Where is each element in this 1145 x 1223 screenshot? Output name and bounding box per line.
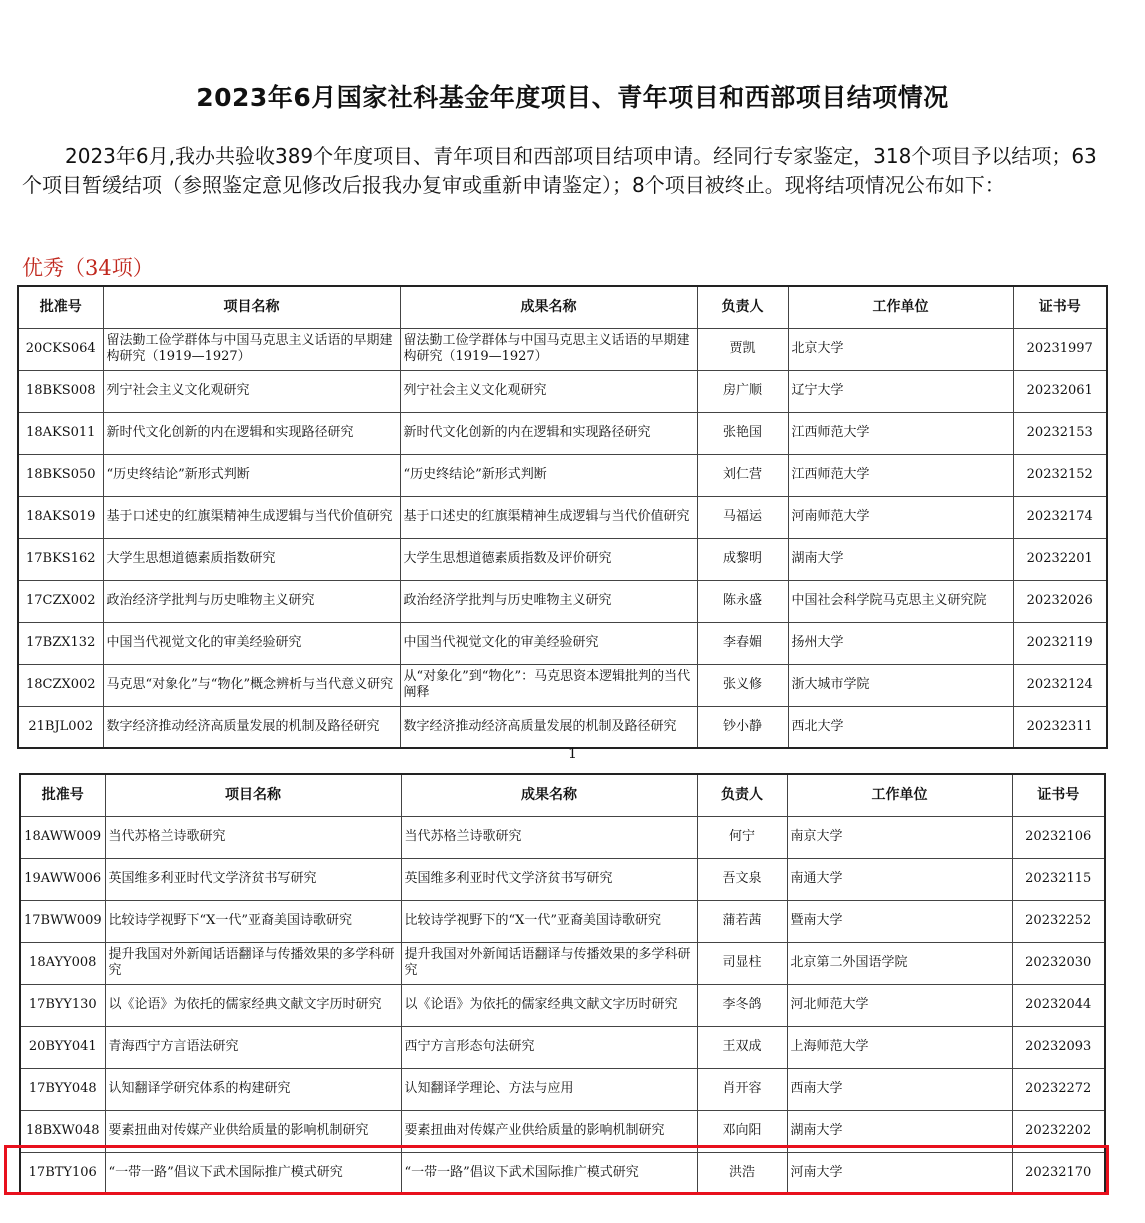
certificate-no-cell: 20232202 [1012, 1110, 1105, 1152]
column-header-project-name: 项目名称 [105, 774, 401, 816]
project-name-cell: 提升我国对外新闻话语翻译与传播效果的多学科研究 [105, 942, 401, 984]
results-table-page-1 [17, 285, 1108, 749]
result-name-cell: 要素扭曲对传媒产业供给质量的影响机制研究 [401, 1110, 697, 1152]
certificate-no-cell: 20232119 [1013, 622, 1107, 664]
principal-cell: 马福运 [697, 496, 788, 538]
result-name-cell: 提升我国对外新闻话语翻译与传播效果的多学科研究 [401, 942, 697, 984]
principal-cell: 王双成 [697, 1026, 787, 1068]
section-heading: 优秀（34项） [22, 256, 154, 280]
table-row [18, 706, 1107, 748]
project-name-cell: 英国维多利亚时代文学济贫书写研究 [105, 858, 401, 900]
project-name-cell: 青海西宁方言语法研究 [105, 1026, 401, 1068]
institution-cell: 南京大学 [787, 816, 1012, 858]
principal-cell: 何宁 [697, 816, 787, 858]
table-header-row [18, 286, 1107, 328]
table-header-row [20, 774, 1105, 816]
table-row [18, 664, 1107, 706]
approval-no-cell: 17BZX132 [18, 622, 103, 664]
project-name-cell: 大学生思想道德素质指数研究 [103, 538, 400, 580]
table-row [20, 858, 1105, 900]
certificate-no-cell: 20232252 [1012, 900, 1105, 942]
column-header-result-name: 成果名称 [401, 774, 697, 816]
principal-cell: 洪浩 [697, 1152, 787, 1194]
project-name-cell: 列宁社会主义文化观研究 [103, 370, 400, 412]
approval-no-cell: 20CKS064 [18, 328, 103, 370]
certificate-no-cell: 20232152 [1013, 454, 1107, 496]
principal-cell: 李冬鸽 [697, 984, 787, 1026]
table-row [18, 412, 1107, 454]
column-header-approval-no: 批准号 [18, 286, 103, 328]
certificate-no-cell: 20232124 [1013, 664, 1107, 706]
result-name-cell: 英国维多利亚时代文学济贫书写研究 [401, 858, 697, 900]
project-name-cell: 新时代文化创新的内在逻辑和实现路径研究 [103, 412, 400, 454]
result-name-cell: 留法勤工俭学群体与中国马克思主义话语的早期建构研究（1919—1927） [400, 328, 697, 370]
table-row [20, 900, 1105, 942]
result-name-cell: 以《论语》为依托的儒家经典文献文字历时研究 [401, 984, 697, 1026]
approval-no-cell: 17BTY106 [20, 1152, 105, 1194]
result-name-cell: 数字经济推动经济高质量发展的机制及路径研究 [400, 706, 697, 748]
principal-cell: 贾凯 [697, 328, 788, 370]
institution-cell: 北京大学 [788, 328, 1013, 370]
result-name-cell: “历史终结论”新形式判断 [400, 454, 697, 496]
result-name-cell: 中国当代视觉文化的审美经验研究 [400, 622, 697, 664]
certificate-no-cell: 20232272 [1012, 1068, 1105, 1110]
column-header-project-name: 项目名称 [103, 286, 400, 328]
institution-cell: 江西师范大学 [788, 454, 1013, 496]
column-header-principal: 负责人 [697, 774, 787, 816]
certificate-no-cell: 20232115 [1012, 858, 1105, 900]
institution-cell: 上海师范大学 [787, 1026, 1012, 1068]
principal-cell: 刘仁营 [697, 454, 788, 496]
table-row [20, 942, 1105, 984]
result-name-cell: 大学生思想道德素质指数及评价研究 [400, 538, 697, 580]
certificate-no-cell: 20232170 [1012, 1152, 1105, 1194]
certificate-no-cell: 20232044 [1012, 984, 1105, 1026]
institution-cell: 浙大城市学院 [788, 664, 1013, 706]
project-name-cell: 留法勤工俭学群体与中国马克思主义话语的早期建构研究（1919—1927） [103, 328, 400, 370]
result-name-cell: 西宁方言形态句法研究 [401, 1026, 697, 1068]
certificate-no-cell: 20232061 [1013, 370, 1107, 412]
certificate-no-cell: 20232106 [1012, 816, 1105, 858]
approval-no-cell: 18BKS050 [18, 454, 103, 496]
column-header-principal: 负责人 [697, 286, 788, 328]
table-row [20, 984, 1105, 1026]
principal-cell: 钞小静 [697, 706, 788, 748]
result-name-cell: 政治经济学批判与历史唯物主义研究 [400, 580, 697, 622]
results-table-page-2 [19, 773, 1106, 1195]
project-name-cell: 要素扭曲对传媒产业供给质量的影响机制研究 [105, 1110, 401, 1152]
approval-no-cell: 18AWW009 [20, 816, 105, 858]
result-name-cell: 列宁社会主义文化观研究 [400, 370, 697, 412]
principal-cell: 吾文泉 [697, 858, 787, 900]
result-name-cell: 认知翻译学理论、方法与应用 [401, 1068, 697, 1110]
column-header-result-name: 成果名称 [400, 286, 697, 328]
result-name-cell: 新时代文化创新的内在逻辑和实现路径研究 [400, 412, 697, 454]
approval-no-cell: 18AKS011 [18, 412, 103, 454]
approval-no-cell: 18CZX002 [18, 664, 103, 706]
result-name-cell: 当代苏格兰诗歌研究 [401, 816, 697, 858]
approval-no-cell: 17BWW009 [20, 900, 105, 942]
approval-no-cell: 17BYY130 [20, 984, 105, 1026]
project-name-cell: “历史终结论”新形式判断 [103, 454, 400, 496]
approval-no-cell: 19AWW006 [20, 858, 105, 900]
institution-cell: 河南大学 [787, 1152, 1012, 1194]
result-name-cell: 基于口述史的红旗渠精神生成逻辑与当代价值研究 [400, 496, 697, 538]
table-row [18, 496, 1107, 538]
certificate-no-cell: 20232153 [1013, 412, 1107, 454]
institution-cell: 河北师范大学 [787, 984, 1012, 1026]
institution-cell: 河南师范大学 [788, 496, 1013, 538]
approval-no-cell: 21BJL002 [18, 706, 103, 748]
approval-no-cell: 18BXW048 [20, 1110, 105, 1152]
column-header-approval-no: 批准号 [20, 774, 105, 816]
institution-cell: 辽宁大学 [788, 370, 1013, 412]
principal-cell: 邓向阳 [697, 1110, 787, 1152]
institution-cell: 南通大学 [787, 858, 1012, 900]
table-row [20, 1026, 1105, 1068]
table-row [18, 580, 1107, 622]
principal-cell: 肖开容 [697, 1068, 787, 1110]
project-name-cell: 当代苏格兰诗歌研究 [105, 816, 401, 858]
column-header-institution: 工作单位 [787, 774, 1012, 816]
certificate-no-cell: 20232201 [1013, 538, 1107, 580]
page-number: 1 [568, 746, 577, 762]
approval-no-cell: 17BKS162 [18, 538, 103, 580]
table-row [20, 1152, 1105, 1194]
certificate-no-cell: 20231997 [1013, 328, 1107, 370]
principal-cell: 成黎明 [697, 538, 788, 580]
table-row [20, 1068, 1105, 1110]
table-row [18, 454, 1107, 496]
table-row [20, 816, 1105, 858]
institution-cell: 湖南大学 [788, 538, 1013, 580]
column-header-certificate-no: 证书号 [1013, 286, 1107, 328]
institution-cell: 扬州大学 [788, 622, 1013, 664]
approval-no-cell: 17CZX002 [18, 580, 103, 622]
project-name-cell: 基于口述史的红旗渠精神生成逻辑与当代价值研究 [103, 496, 400, 538]
result-name-cell: 从“对象化”到“物化”：马克思资本逻辑批判的当代阐释 [400, 664, 697, 706]
institution-cell: 西北大学 [788, 706, 1013, 748]
table-row [18, 538, 1107, 580]
intro-paragraph: 2023年6月,我办共验收389个年度项目、青年项目和西部项目结项申请。经同行专家鉴定，318个项目予以结项；63个项目暂缓结项（参照鉴定意见修改后报我办复审或重新申请鉴定）；8个项目被终止。现将结项情况公布如下： [22, 144, 1097, 197]
project-name-cell: 比较诗学视野下“X一代”亚裔美国诗歌研究 [105, 900, 401, 942]
certificate-no-cell: 20232311 [1013, 706, 1107, 748]
page-title: 2023年6月国家社科基金年度项目、青年项目和西部项目结项情况 [196, 83, 949, 112]
project-name-cell: 数字经济推动经济高质量发展的机制及路径研究 [103, 706, 400, 748]
project-name-cell: 政治经济学批判与历史唯物主义研究 [103, 580, 400, 622]
table-row [18, 370, 1107, 412]
certificate-no-cell: 20232174 [1013, 496, 1107, 538]
institution-cell: 暨南大学 [787, 900, 1012, 942]
approval-no-cell: 18AYY008 [20, 942, 105, 984]
project-name-cell: 认知翻译学研究体系的构建研究 [105, 1068, 401, 1110]
approval-no-cell: 20BYY041 [20, 1026, 105, 1068]
institution-cell: 中国社会科学院马克思主义研究院 [788, 580, 1013, 622]
column-header-certificate-no: 证书号 [1012, 774, 1105, 816]
institution-cell: 西南大学 [787, 1068, 1012, 1110]
principal-cell: 陈永盛 [697, 580, 788, 622]
principal-cell: 张艳国 [697, 412, 788, 454]
principal-cell: 司显柱 [697, 942, 787, 984]
project-name-cell: 中国当代视觉文化的审美经验研究 [103, 622, 400, 664]
approval-no-cell: 17BYY048 [20, 1068, 105, 1110]
result-name-cell: 比较诗学视野下的“X一代”亚裔美国诗歌研究 [401, 900, 697, 942]
project-name-cell: 马克思“对象化”与“物化”概念辨析与当代意义研究 [103, 664, 400, 706]
principal-cell: 蒲若茜 [697, 900, 787, 942]
table-row [18, 622, 1107, 664]
certificate-no-cell: 20232030 [1012, 942, 1105, 984]
principal-cell: 张义修 [697, 664, 788, 706]
institution-cell: 湖南大学 [787, 1110, 1012, 1152]
institution-cell: 北京第二外国语学院 [787, 942, 1012, 984]
result-name-cell: “一带一路”倡议下武术国际推广模式研究 [401, 1152, 697, 1194]
project-name-cell: “一带一路”倡议下武术国际推广模式研究 [105, 1152, 401, 1194]
certificate-no-cell: 20232026 [1013, 580, 1107, 622]
table-row [18, 328, 1107, 370]
institution-cell: 江西师范大学 [788, 412, 1013, 454]
principal-cell: 李春媚 [697, 622, 788, 664]
project-name-cell: 以《论语》为依托的儒家经典文献文字历时研究 [105, 984, 401, 1026]
principal-cell: 房广顺 [697, 370, 788, 412]
column-header-institution: 工作单位 [788, 286, 1013, 328]
table-row [20, 1110, 1105, 1152]
certificate-no-cell: 20232093 [1012, 1026, 1105, 1068]
approval-no-cell: 18AKS019 [18, 496, 103, 538]
approval-no-cell: 18BKS008 [18, 370, 103, 412]
